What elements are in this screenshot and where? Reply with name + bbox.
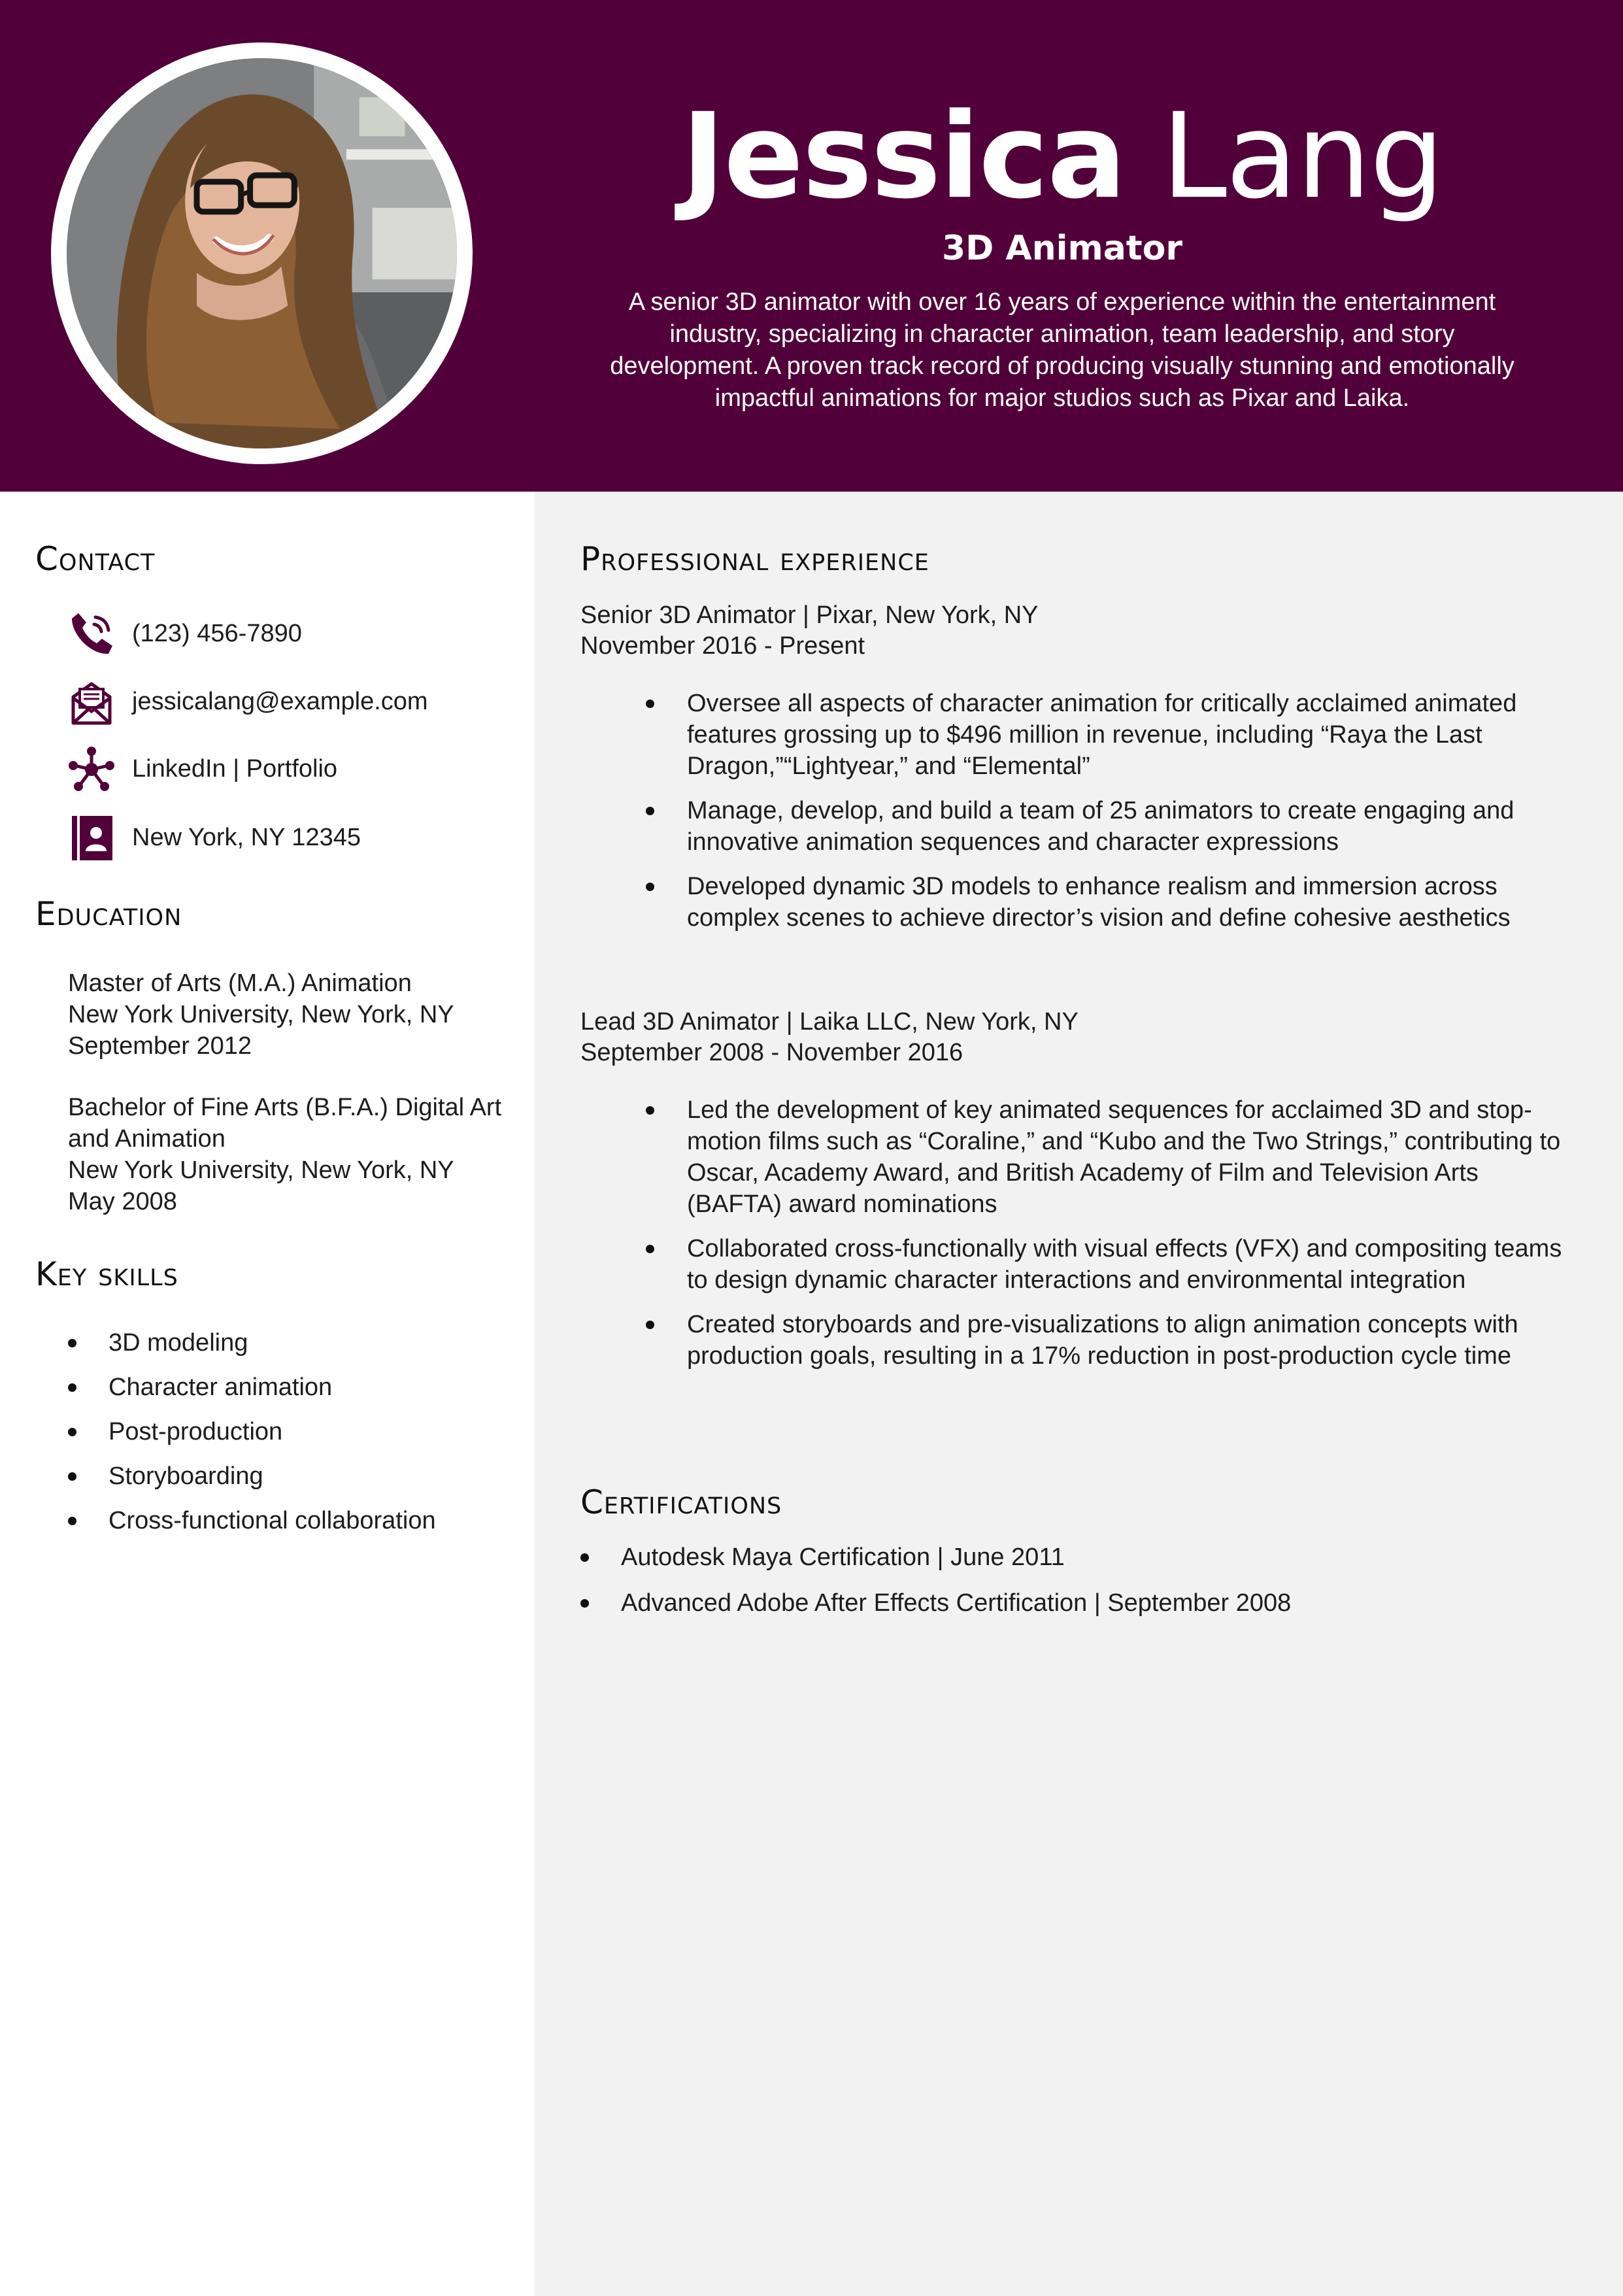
- bullet-icon: [646, 883, 654, 891]
- contact-item-links: [65, 743, 510, 796]
- profile-photo-frame: [51, 42, 473, 464]
- bullet-icon: [646, 1106, 654, 1115]
- list-item: [68, 1327, 436, 1359]
- contact-item-phone: [65, 608, 510, 660]
- job-bullets: [580, 688, 1567, 947]
- list-item: [580, 795, 1567, 858]
- job-role: Senior 3D Animator | Pixar, New York, NY: [580, 601, 1039, 629]
- list-item: [580, 688, 1567, 782]
- skills-heading: Key skills: [35, 1255, 178, 1293]
- skills-list: [68, 1327, 436, 1549]
- bullet-icon: [646, 700, 654, 708]
- bullet-icon: [580, 1553, 589, 1562]
- certifications-heading: Certifications: [580, 1483, 782, 1521]
- certification-text: Autodesk Maya Certification | June 2011: [621, 1544, 1065, 1571]
- list-item: [68, 1460, 436, 1492]
- job-dates: September 2008 - November 2016: [580, 1039, 963, 1066]
- skill-text: Storyboarding: [109, 1462, 263, 1490]
- bullet-icon: [68, 1428, 76, 1436]
- last-name: Lang: [1161, 88, 1443, 225]
- phone-icon: [65, 608, 118, 660]
- list-item: [68, 1416, 436, 1447]
- list-item: [68, 1505, 436, 1536]
- education-entry: [68, 968, 512, 1062]
- skill-text: Post-production: [109, 1418, 283, 1445]
- education-degree: Master of Arts (M.A.) Animation: [68, 970, 412, 997]
- bullet-text: Led the development of key animated sequences for acclaimed 3D and stop-motion films such as “Coraline,” and “Kubo and the Two Strings,” contributing to Oscar, Academy Award, and British Academy of Film and Television Arts (BAFTA) award nominations: [687, 1096, 1561, 1218]
- contact-location-text: New York, NY 12345: [132, 824, 361, 851]
- contact-email-text: jessicalang@example.com: [132, 688, 428, 715]
- bullet-icon: [68, 1383, 76, 1392]
- bullet-text: Developed dynamic 3D models to enhance realism and immersion across complex scenes to achieve director’s vision and define cohesive aesthetics: [687, 873, 1511, 932]
- bullet-icon: [68, 1517, 76, 1525]
- list-item: [580, 1542, 1291, 1573]
- bullet-icon: [580, 1599, 589, 1608]
- first-name: Jessica: [681, 88, 1126, 225]
- job-header: [580, 1007, 1079, 1068]
- education-entry: [68, 1092, 512, 1217]
- list-item: [580, 1094, 1567, 1220]
- education-date: September 2012: [68, 1032, 252, 1060]
- education-school: New York University, New York, NY: [68, 1156, 454, 1184]
- bullet-text: Manage, develop, and build a team of 25 animators to create engaging and innovative animation sequences and character expressions: [687, 797, 1514, 856]
- bullet-icon: [646, 1321, 654, 1329]
- bullet-icon: [68, 1472, 76, 1481]
- network-icon: [65, 743, 118, 796]
- contact-links-text[interactable]: LinkedIn | Portfolio: [132, 755, 338, 783]
- skill-text: Cross-functional collaboration: [109, 1507, 436, 1534]
- bullet-text: Oversee all aspects of character animation for critically acclaimed animated features grossing up to $496 million in revenue, including “Raya the Last Dragon,”“Lightyear,” and “Elemental”: [687, 690, 1517, 780]
- contact-item-location: [65, 812, 510, 864]
- profile-summary: A senior 3D animator with over 16 years of experience within the entertainment industry, specializing in character animation, team leadership, and story development. A proven track record of producing visually stunning and emotionally impactful animations for major studios such as Pixar and Laika.: [610, 288, 1514, 412]
- skill-text: 3D modeling: [109, 1329, 248, 1357]
- skill-text: Character animation: [109, 1374, 333, 1401]
- address-book-icon: [65, 812, 118, 864]
- education-date: May 2008: [68, 1188, 177, 1215]
- candidate-name: [592, 85, 1533, 229]
- list-item: [580, 1309, 1567, 1372]
- bullet-text: Created storyboards and pre-visualizations to align animation concepts with production goals, resulting in a 17% reduction in post-production cycle time: [687, 1311, 1518, 1370]
- profile-photo: [67, 58, 457, 448]
- list-item: [580, 1233, 1567, 1296]
- job-title: 3D Animator: [941, 229, 1183, 268]
- bullet-text: Collaborated cross-functionally with visual effects (VFX) and compositing teams to design dynamic character interactions and environmental integration: [687, 1235, 1562, 1294]
- contact-item-email: [65, 676, 510, 728]
- bullet-icon: [646, 1245, 654, 1253]
- job-bullets: [580, 1094, 1567, 1385]
- bullet-icon: [646, 807, 654, 815]
- education-degree: Bachelor of Fine Arts (B.F.A.) Digital Art and Animation: [68, 1094, 502, 1153]
- job-dates: November 2016 - Present: [580, 632, 865, 660]
- list-item: [68, 1372, 436, 1403]
- envelope-icon: [65, 676, 118, 728]
- job-header: [580, 600, 1039, 662]
- certification-text: Advanced Adobe After Effects Certification | September 2008: [621, 1589, 1292, 1617]
- list-item: [580, 871, 1567, 934]
- job-role: Lead 3D Animator | Laika LLC, New York, NY: [580, 1008, 1079, 1036]
- contact-heading: Contact: [35, 540, 156, 578]
- education-school: New York University, New York, NY: [68, 1001, 454, 1028]
- certifications-list: [580, 1542, 1291, 1633]
- list-item: [580, 1587, 1291, 1619]
- header-banner: [0, 0, 1623, 492]
- contact-phone-text: (123) 456-7890: [132, 620, 302, 647]
- bullet-icon: [68, 1339, 76, 1347]
- experience-heading: Professional experience: [580, 540, 929, 578]
- education-heading: Education: [35, 895, 182, 933]
